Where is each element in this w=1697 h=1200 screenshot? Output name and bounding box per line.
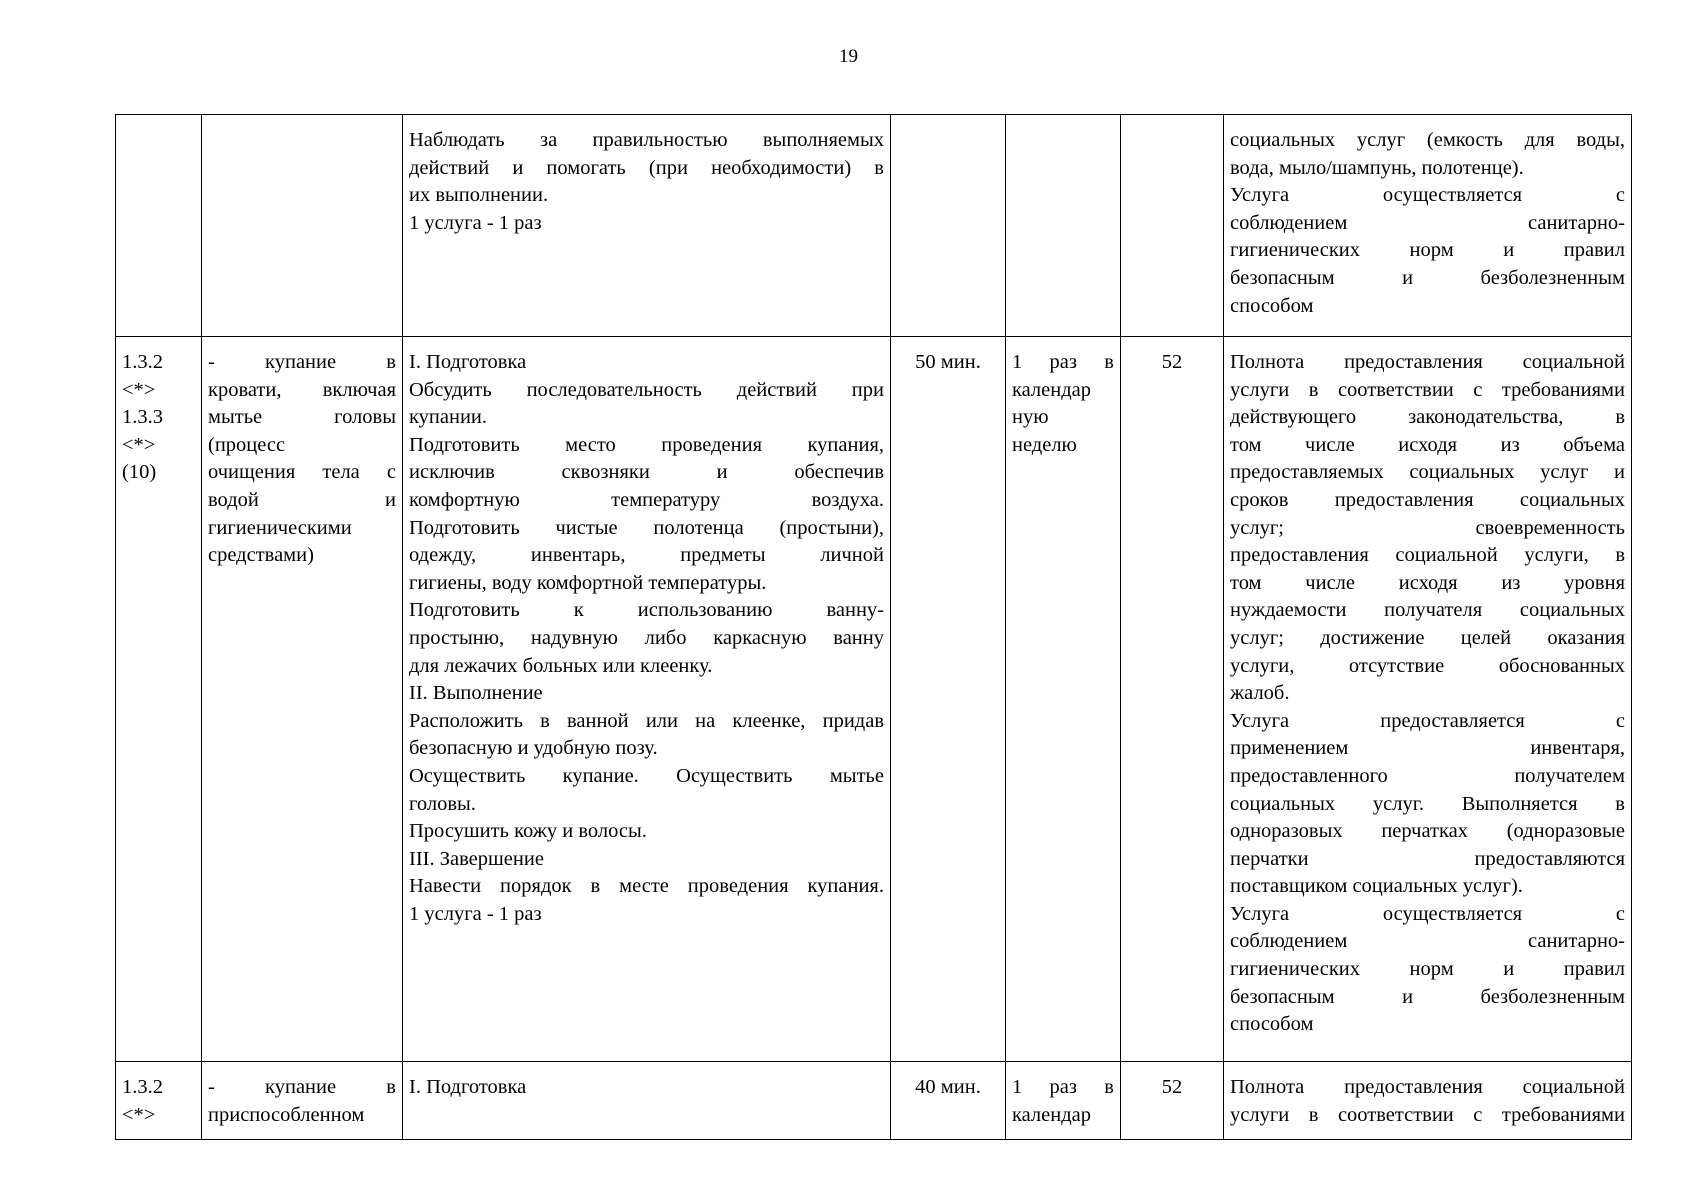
- service-condition-line: предоставления социальной услуги, в: [1230, 544, 1625, 567]
- service-frequency-cell: [1006, 1062, 1121, 1140]
- service-condition-line: способом: [1230, 1013, 1314, 1036]
- service-action-line: Навести порядок в месте проведения купания.: [409, 875, 884, 898]
- service-actions-cell: [403, 1062, 891, 1140]
- service-action-line: одежду, инвентарь, предметы личной: [409, 544, 884, 567]
- service-code-cell: [116, 337, 202, 1062]
- service-count-cell: [1121, 337, 1224, 1062]
- service-condition-line: соблюдением санитарно-: [1230, 930, 1625, 953]
- service-frequency-line: ную: [1012, 406, 1049, 429]
- service-action-line: действий и помогать (при необходимости) в: [409, 156, 884, 179]
- service-action-line: для лежачих больных или клеенку.: [409, 654, 713, 677]
- service-condition-line: соблюдением санитарно-: [1230, 211, 1625, 234]
- service-action-line: простыню, надувную либо каркасную ванну: [409, 626, 884, 649]
- service-condition-line: том числе исходя из уровня: [1230, 571, 1625, 594]
- service-actions-cell: [403, 337, 891, 1062]
- service-condition-line: том числе исходя из объема: [1230, 433, 1625, 456]
- service-frequency-line: 1 раз в: [1012, 351, 1114, 373]
- service-action-line: Наблюдать за правильностью выполняемых: [409, 129, 884, 151]
- service-condition-line: сроков предоставления социальных: [1230, 488, 1625, 511]
- service-code-cell: [116, 1062, 202, 1140]
- service-name-line: очищения тела с: [208, 461, 396, 484]
- service-condition-line: услуги в соответствии с требованиями: [1230, 378, 1625, 401]
- service-condition-line: социальных услуг. Выполняется в: [1230, 792, 1625, 815]
- service-count-cell: [1121, 1062, 1224, 1140]
- service-conditions-cell: [1224, 1062, 1632, 1140]
- service-frequency-line: календар: [1012, 378, 1092, 401]
- service-condition-line: безопасным и безболезненным: [1230, 985, 1625, 1008]
- service-name-line: - купание в: [208, 1076, 396, 1098]
- service-condition-line: гигиенических норм и правил: [1230, 239, 1625, 262]
- service-condition-line: способом: [1230, 294, 1314, 317]
- service-frequency-line: 1 раз в: [1012, 1076, 1114, 1098]
- service-code-line: 1.3.2: [122, 351, 163, 373]
- service-time-cell: [891, 115, 1006, 337]
- service-time-cell: [891, 337, 1006, 1062]
- service-condition-line: гигиенических норм и правил: [1230, 958, 1625, 981]
- service-condition-line: предоставленного получателем: [1230, 764, 1625, 787]
- service-actions-cell: [403, 115, 891, 337]
- service-frequency-cell: [1006, 115, 1121, 337]
- service-frequency-cell: [1006, 337, 1121, 1062]
- service-frequency-line: календар: [1012, 1103, 1092, 1126]
- service-code-line: (10): [122, 461, 157, 484]
- service-action-line: Подготовить место проведения купания,: [409, 433, 884, 456]
- service-action-line: Осуществить купание. Осуществить мытье: [409, 764, 884, 787]
- service-action-line: исключив сквозняки и обеспечив: [409, 461, 884, 484]
- service-code-line: <*>: [122, 1103, 156, 1126]
- service-conditions-cell: [1224, 115, 1632, 337]
- service-name-cell: [202, 337, 403, 1062]
- service-action-line: их выполнении.: [409, 184, 549, 207]
- service-action-line: Просушить кожу и волосы.: [409, 820, 647, 843]
- service-condition-line: Услуга осуществляется с: [1230, 184, 1625, 207]
- service-conditions-cell: [1224, 337, 1632, 1062]
- service-name-line: водой и: [208, 488, 396, 511]
- service-count: 52: [1161, 1076, 1183, 1098]
- service-name-cell: [202, 115, 403, 337]
- service-condition-line: социальных услуг (емкость для воды,: [1230, 129, 1625, 151]
- service-name-cell: [202, 1062, 403, 1140]
- page-number: 19: [839, 46, 858, 67]
- service-condition-line: Полнота предоставления социальной: [1230, 1076, 1625, 1098]
- service-action-line: I. Подготовка: [409, 1076, 527, 1098]
- service-condition-line: услуг; своевременность: [1230, 516, 1625, 539]
- service-name-line: гигиеническими: [208, 516, 352, 539]
- service-action-line: безопасную и удобную позу.: [409, 737, 658, 760]
- service-action-line: головы.: [409, 792, 476, 815]
- service-condition-line: жалоб.: [1230, 682, 1290, 705]
- service-condition-line: предоставляемых социальных услуг и: [1230, 461, 1625, 484]
- service-count: 52: [1161, 351, 1183, 373]
- service-condition-line: Полнота предоставления социальной: [1230, 351, 1625, 373]
- table-row: [116, 1062, 1632, 1140]
- service-name-line: кровати, включая: [208, 378, 396, 401]
- service-name-line: средствами): [208, 544, 314, 567]
- service-action-line: 1 услуга - 1 раз: [409, 902, 542, 925]
- service-time: 50 мин.: [915, 351, 981, 373]
- table-row: [116, 337, 1632, 1062]
- service-count-cell: [1121, 115, 1224, 337]
- service-name-line: (процесс: [208, 433, 286, 456]
- service-condition-line: безопасным и безболезненным: [1230, 266, 1625, 289]
- table-row: [116, 115, 1632, 337]
- service-condition-line: вода, мыло/шампунь, полотенце).: [1230, 156, 1524, 179]
- service-condition-line: Услуга предоставляется с: [1230, 709, 1625, 732]
- service-time: 40 мин.: [915, 1076, 981, 1098]
- service-condition-line: применением инвентаря,: [1230, 737, 1625, 760]
- service-condition-line: услуги в соответствии с требованиями: [1230, 1103, 1625, 1126]
- service-frequency-line: неделю: [1012, 433, 1077, 456]
- service-condition-line: одноразовых перчатках (одноразовые: [1230, 820, 1625, 843]
- service-condition-line: Услуга осуществляется с: [1230, 902, 1625, 925]
- service-condition-line: поставщиком социальных услуг).: [1230, 875, 1523, 898]
- service-action-line: I. Подготовка: [409, 351, 527, 373]
- service-condition-line: действующего законодательства, в: [1230, 406, 1625, 429]
- service-name-line: мытье головы: [208, 406, 396, 429]
- service-condition-line: перчатки предоставляются: [1230, 847, 1625, 870]
- service-code-line: <*>: [122, 433, 156, 456]
- service-action-line: II. Выполнение: [409, 682, 543, 705]
- service-action-line: III. Завершение: [409, 847, 544, 870]
- service-name-line: - купание в: [208, 351, 396, 373]
- services-table: [115, 114, 1632, 1140]
- service-action-line: купании.: [409, 406, 488, 429]
- service-name-line: приспособленном: [208, 1103, 365, 1126]
- service-condition-line: нуждаемости получателя социальных: [1230, 599, 1625, 622]
- service-action-line: 1 услуга - 1 раз: [409, 211, 542, 234]
- service-action-line: Обсудить последовательность действий при: [409, 378, 884, 401]
- service-action-line: комфортную температуру воздуха.: [409, 488, 884, 511]
- service-action-line: Расположить в ванной или на клеенке, придав: [409, 709, 884, 732]
- service-condition-line: услуги, отсутствие обоснованных: [1230, 654, 1625, 677]
- service-code-cell: [116, 115, 202, 337]
- service-code-line: 1.3.3: [122, 406, 163, 429]
- service-code-line: <*>: [122, 378, 156, 401]
- service-time-cell: [891, 1062, 1006, 1140]
- service-condition-line: услуг; достижение целей оказания: [1230, 626, 1625, 649]
- service-action-line: Подготовить чистые полотенца (простыни),: [409, 516, 884, 539]
- service-code-line: 1.3.2: [122, 1076, 163, 1098]
- service-action-line: Подготовить к использованию ванну-: [409, 599, 884, 622]
- service-action-line: гигиены, воду комфортной температуры.: [409, 571, 767, 594]
